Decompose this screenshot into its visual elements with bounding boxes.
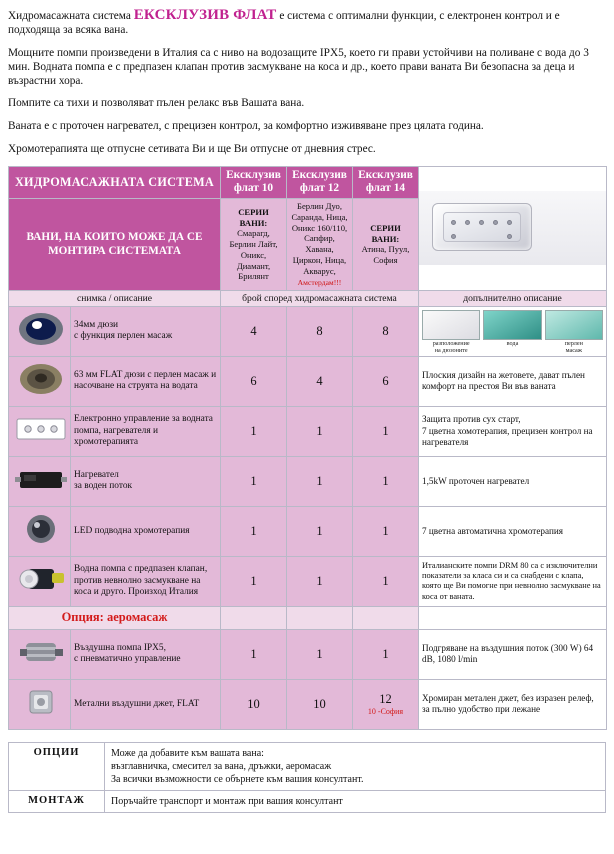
row-extra-description: Италианските помпи DRM 80 са с изключителни показатели за класа си и са снабдени с клапа, която ще Ви помогне при невнолно засмукване на коса от ваната. [419, 556, 607, 606]
option-spacer-3 [353, 606, 419, 629]
led-light-icon [9, 506, 71, 556]
row-value-model-3: 6 [353, 356, 419, 406]
bathtub-shape-icon [432, 203, 532, 251]
header-system-title: ХИДРОМАСАЖНАТА СИСТЕМА [9, 166, 221, 198]
strip-caption-3: перлен масаж [564, 339, 583, 354]
strip-cell-water [483, 310, 541, 348]
strip-cell-pearl [545, 310, 603, 355]
row-extra-strip [419, 306, 607, 356]
row-value-model-3-note: 10 -София [367, 707, 404, 717]
table-header-row-models [9, 166, 607, 198]
montage-label: МОНТАЖ [9, 790, 105, 812]
options-line-1: Може да добавите към вашата вана: [111, 747, 264, 759]
subheader-count: брой според хидромасажната система [221, 290, 419, 306]
row-value-model-1: 1 [221, 456, 287, 506]
montage-row [9, 790, 606, 812]
row-description: LED подводна хромотерапия [71, 506, 221, 556]
heater-icon [9, 456, 71, 506]
row-description: Метални въздушни джет, FLAT [71, 679, 221, 729]
option-aeromassage-label: Опция: аеромасаж [9, 606, 221, 629]
options-row [9, 742, 606, 790]
row-value-model-1: 1 [221, 556, 287, 606]
series-cell-3 [353, 199, 419, 291]
intro-paragraph-4: Ваната е с проточен нагревател, с прецизен контрол, за комфортно изживяване през цялата година. [8, 120, 484, 133]
row-value-model-3: 1 [353, 506, 419, 556]
option-spacer-4 [419, 606, 607, 629]
option-spacer-2 [287, 606, 353, 629]
montage-line-1: Поръчайте транспорт и монтаж при вашия консултант [111, 795, 343, 807]
options-montage-table [8, 742, 606, 813]
table-row [9, 406, 607, 456]
row-extra-description: Подгряване на въздушния поток (300 W) 64 dB, 1080 l/min [419, 629, 607, 679]
table-row [9, 629, 607, 679]
row-extra-description: Плоския дизайн на жетовете, дават пълен комфорт на престоя Ви във ваната [419, 356, 607, 406]
intro-paragraph-3: Помпите са тихи и позволяват пълен релакс във Вашата вана. [8, 97, 305, 110]
row-value-model-2: 1 [287, 629, 353, 679]
series-note: Амстердам!!! [297, 278, 342, 288]
series-list-3: Атина, Пуул, София [361, 244, 410, 266]
series-cell-2 [287, 199, 353, 291]
row-value-model-2: 8 [287, 306, 353, 356]
water-jet-image [483, 310, 541, 340]
row-description: Електронно управление за водната помпа, нагревателя и хромотерапията [71, 406, 221, 456]
row-value-model-2: 1 [287, 406, 353, 456]
row-value-model-2: 4 [287, 356, 353, 406]
row-extra-description: Хромиран метален джет, без изразен релеф, за пълно удобство при лежане [419, 679, 607, 729]
table-row [9, 506, 607, 556]
intro-paragraph-1 [8, 6, 606, 38]
option-spacer-1 [221, 606, 287, 629]
flat-nozzle-icon [9, 356, 71, 406]
row-value-model-1: 6 [221, 356, 287, 406]
row-value-model-2: 1 [287, 506, 353, 556]
options-label: ОПЦИИ [9, 742, 105, 790]
intro-section [8, 6, 606, 157]
table-row [9, 356, 607, 406]
series-label-1: СЕРИИ ВАНИ: [238, 206, 269, 228]
intro-paragraph-5: Хромотерапията ще отпусне сетивата Ви и ще Ви отпусне от дневния стрес. [8, 142, 376, 155]
pearl-massage-image [545, 310, 603, 340]
row-description: Водна помпа с предпазен клапан, против невнолно засмукване на коса и друго. Произход Италия [71, 556, 221, 606]
systems-comparison-table [8, 166, 607, 730]
strip-cell-layout [422, 310, 480, 355]
subheader-photo: снимка / описание [9, 290, 221, 306]
strip-caption-1: разположение на дюзоните [432, 339, 470, 354]
header-model-1: Ексклузив флат 10 [221, 166, 287, 198]
product-brand-name: ЕКСКЛУЗИВ ФЛАТ [133, 7, 277, 23]
table-row [9, 306, 607, 356]
water-pump-icon [9, 556, 71, 606]
row-extra-description: 7 цветна автоматична хромотерапия [419, 506, 607, 556]
series-label-3: СЕРИИ ВАНИ: [370, 222, 401, 244]
row-value-model-3: 8 [353, 306, 419, 356]
options-line-3: За всички възможности се обърнете към вашия консултант. [111, 773, 364, 785]
intro-p1-part-a: Хидромасажната система [8, 10, 134, 22]
row-value-model-3-number: 12 [379, 692, 392, 707]
intro-paragraph-2: Мощните помпи произведени в Италия са с ниво на водозащите IPX5, което ги прави устойчиви на поливане с вода до 3 мин. Водната помпа е с предпазен клапан против засмукване на коса и др., което прави ваната Ви безопасна за деца и възрастни хора. [8, 47, 589, 87]
row-value-model-1: 1 [221, 406, 287, 456]
row-value-model-3: 1 [353, 556, 419, 606]
jet-layout-image [422, 310, 480, 340]
table-subheader-row [9, 290, 607, 306]
header-baths-title: ВАНИ, НА КОИТО МОЖЕ ДА СЕ МОНТИРА СИСТЕМАТА [9, 199, 221, 291]
table-row [9, 456, 607, 506]
header-model-3: Ексклузив флат 14 [353, 166, 419, 198]
row-value-model-2: 1 [287, 556, 353, 606]
row-value-model-3: 1 [353, 456, 419, 506]
options-line-2: възглавничка, смесител за вана, дръжки, аеромасаж [111, 760, 332, 772]
air-jet-icon [9, 679, 71, 729]
table-row [9, 556, 607, 606]
nozzle-pearl-icon [9, 306, 71, 356]
row-description: Нагревател за воден поток [71, 456, 221, 506]
row-description: 34мм дюзи с функция перлен масаж [71, 306, 221, 356]
series-cell-1 [221, 199, 287, 291]
header-model-2: Ексклузив флат 12 [287, 166, 353, 198]
row-value-model-2: 1 [287, 456, 353, 506]
control-panel-icon [9, 406, 71, 456]
row-value-model-3: 1 [353, 406, 419, 456]
subheader-extra: допълнително описание [419, 290, 607, 306]
row-value-model-3 [353, 679, 419, 729]
options-text [105, 742, 606, 790]
row-extra-description: Защита против сух старт, 7 цветна хомотерапия, прецизен контрол на нагревателя [419, 406, 607, 456]
strip-caption-2: вода [506, 339, 519, 347]
product-photo-cell [419, 166, 607, 290]
row-description: Въздушна помпа IPX5, с пневматично управление [71, 629, 221, 679]
row-value-model-1: 1 [221, 629, 287, 679]
row-value-model-1: 4 [221, 306, 287, 356]
bathtub-photo [419, 191, 606, 265]
row-extra-description: 1,5kW проточен нагревател [419, 456, 607, 506]
series-list-1: Смарагд, Берлин Лайт, Оникс, Диамант, Брилянт [229, 228, 278, 282]
row-value-model-2: 10 [287, 679, 353, 729]
series-list-2: Берлин Дуо, Саранда, Ница, Оникс 160/110, Сапфир, Хавана, Циркон, Ница, Акварус, [291, 201, 348, 276]
row-value-model-3: 1 [353, 629, 419, 679]
air-pump-icon [9, 629, 71, 679]
montage-text [105, 790, 606, 812]
table-row [9, 679, 607, 729]
row-value-model-1: 10 [221, 679, 287, 729]
row-description: 63 мм FLAT дюзи с перлен масаж и насочване на струята на водата [71, 356, 221, 406]
option-row [9, 606, 607, 629]
row-value-model-1: 1 [221, 506, 287, 556]
intro-p1-part-b: е система с оптимални функции, с електронен контрол и е подходяща за всяка вана. [8, 10, 560, 37]
